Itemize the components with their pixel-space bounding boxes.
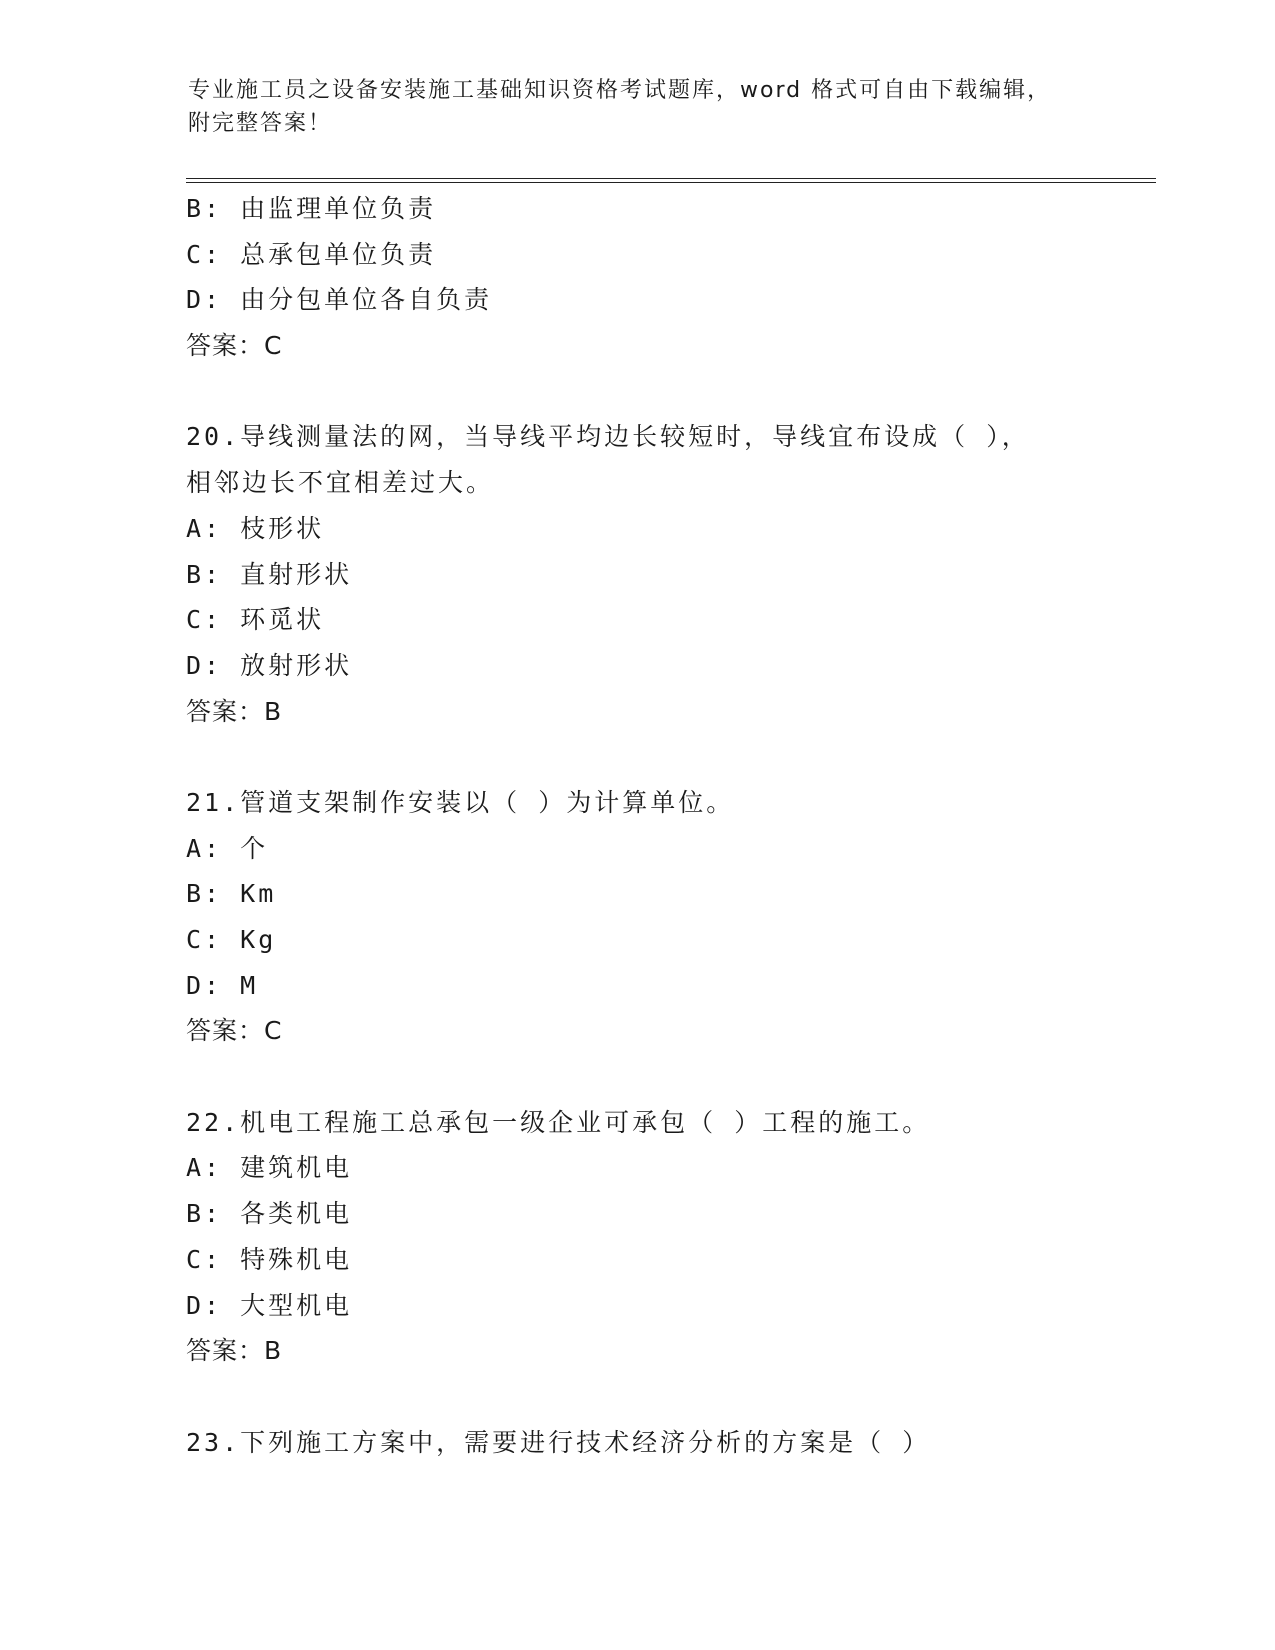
header-line-2: 附完整答案！ <box>188 111 333 136</box>
option-line: D: 大型机电 <box>186 1290 353 1320</box>
spacer <box>186 734 1146 780</box>
option-line: A: 枝形状 <box>186 513 325 543</box>
spacer <box>186 369 1146 415</box>
answer-line: 答案：C <box>186 1016 283 1046</box>
header-divider-top <box>186 178 1156 179</box>
spacer <box>186 1054 1146 1100</box>
option-line: C: 总承包单位负责 <box>186 239 437 269</box>
question-line: 21.管道支架制作安装以（ ）为计算单位。 <box>186 787 735 817</box>
question-line: 相邻边长不宜相差过大。 <box>186 468 495 498</box>
option-line: B: 直射形状 <box>186 559 353 589</box>
option-line: C: Kg <box>186 925 277 954</box>
option-line: A: 建筑机电 <box>186 1153 353 1183</box>
question-line: 22.机电工程施工总承包一级企业可承包（ ）工程的施工。 <box>186 1107 931 1137</box>
option-line: A: 个 <box>186 833 269 863</box>
option-line: B: Km <box>186 879 277 909</box>
header-line-1: 专业施工员之设备安装施工基础知识资格考试题库，word 格式可自由下载编辑， <box>188 78 1052 103</box>
question-list <box>186 186 1146 1465</box>
answer-line: 答案：B <box>186 1336 283 1366</box>
option-line: D: 放射形状 <box>186 650 353 680</box>
question-line: 20.导线测量法的网，当导线平均边长较短时，导线宜布设成（ ）， <box>186 422 1030 452</box>
spacer <box>186 1374 1146 1420</box>
answer-line: 答案：C <box>186 331 283 361</box>
header-divider-bottom <box>186 182 1156 183</box>
question-line: 23.下列施工方案中，需要进行技术经济分析的方案是（ ） <box>186 1427 931 1457</box>
option-line: C: 环觅状 <box>186 605 325 635</box>
document-header <box>188 74 1088 140</box>
answer-line: 答案：B <box>186 696 283 726</box>
option-line: B: 由监理单位负责 <box>186 194 437 223</box>
option-line: B: 各类机电 <box>186 1199 353 1229</box>
option-line: C: 特殊机电 <box>186 1244 353 1274</box>
option-line: D: 由分包单位各自负责 <box>186 285 493 315</box>
option-line: D: M <box>186 970 259 1000</box>
